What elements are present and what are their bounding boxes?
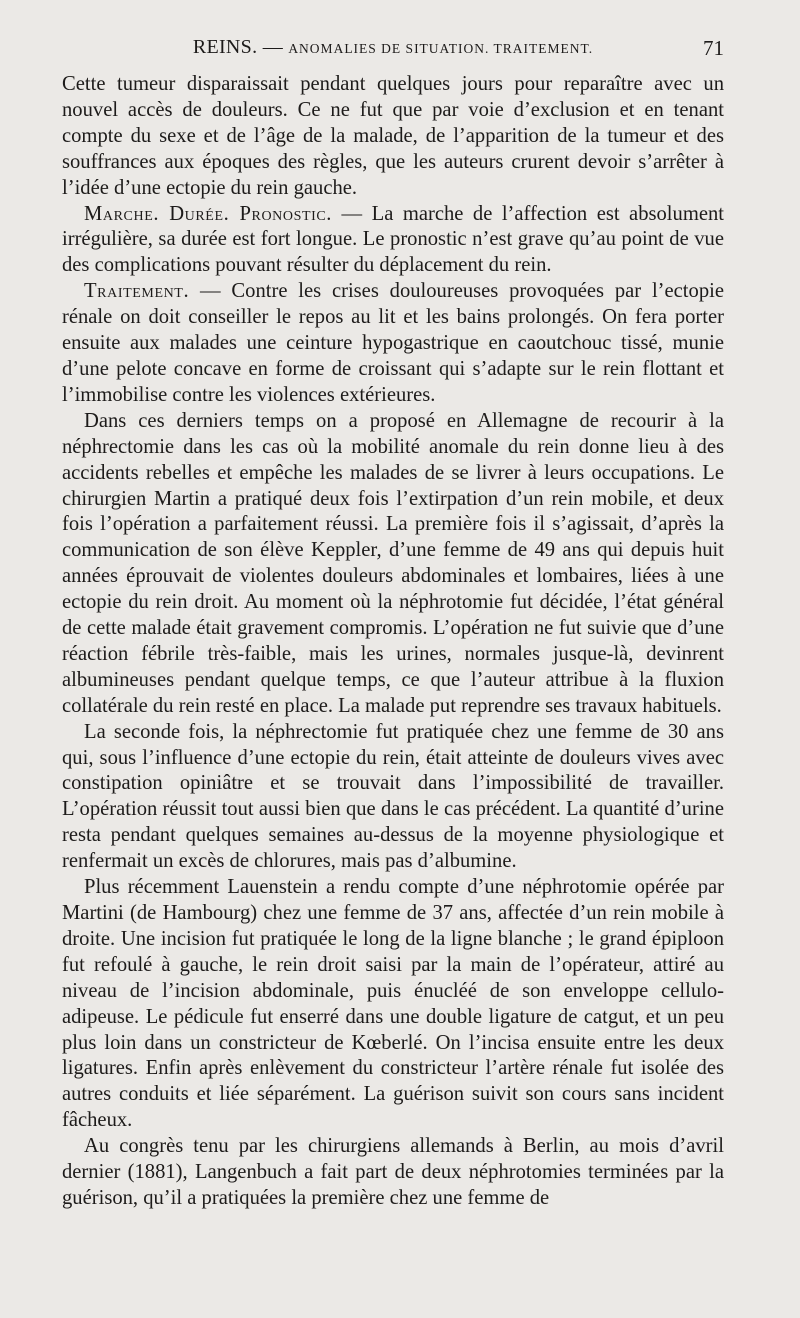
running-title-main: REINS. [192, 36, 258, 58]
page-header [62, 36, 724, 64]
paragraph-text: Plus récemment Lauenstein a rendu compte d’une néphrotomie opérée par Martini (de Hambourg) chez une femme de 37 ans, affectée d’un rein mobile à droite. Une incision fut pratiquée le long de la ligne blanche ; le grand épiploon fut refoulé à gauche, le rein droit saisi par la main de l’opérateur, attiré au niveau de l’incision abdominale, puis énucléé de son enveloppe cellulo-adipeuse. Le pédicule fut enserré dans une double ligature de catgut, et un peu plus loin dans un constricteur de Kœberlé. On l’incisa ensuite entre les deux ligatures. Enfin après enlèvement du constricteur l’artère rénale fut isolée des autres conduits et liée séparément. La guérison suivit son cours sans incident fâcheux. [62, 876, 724, 1132]
section-heading: Marche. Durée. Pronostic. [84, 202, 333, 225]
paragraph [62, 72, 724, 202]
paragraph-text: La seconde fois, la néphrectomie fut pratiquée chez une femme de 30 ans qui, sous l’influence d’une ectopie du rein, était atteinte de douleurs vives avec constipation opiniâtre et se trouvait dans l’impossibilité de travailler. L’opération réussit tout aussi bien que dans le cas précédent. La quantité d’urine resta pendant quelques semaines au-dessus de la moyenne physiologique et renfermait un excès de chlorures, mais pas d’albumine. [62, 720, 724, 873]
paragraph [62, 279, 724, 409]
section-heading: Traitement. [84, 280, 190, 303]
paragraph-text: Cette tumeur disparaissait pendant quelques jours pour reparaître avec un nouvel accès de douleurs. Ce ne fut que par voie d’exclusion et en tenant compte du sexe et de l’âge de la malade, de l’apparition de la tumeur et des souffrances aux époques des règles, que les auteurs crurent devoir s’arrêter à l’idée d’une ectopie du rein gauche. [62, 73, 724, 199]
running-title-dash: — [257, 36, 289, 58]
paragraph [62, 875, 724, 1134]
paragraph [62, 202, 724, 280]
paragraph [62, 720, 724, 875]
paragraph [62, 409, 724, 720]
running-title-subtitle: ANOMALIES DE SITUATION. TRAITEMENT. [288, 41, 594, 56]
paragraph [62, 1134, 724, 1212]
paragraph-text: Au congrès tenu par les chirurgiens allemands à Berlin, au mois d’avril dernier (1881), Langenbuch a fait part de deux néphrotomies terminées par la guérison, qu’il a pratiquées la première chez une femme de [62, 1135, 724, 1209]
body-text [62, 72, 724, 1212]
page-number: 71 [703, 36, 724, 60]
running-title [62, 36, 724, 59]
paragraph-text: — Contre les crises douloureuses provoquées par l’ectopie rénale on doit conseiller le repos au lit et les bains prolongés. On fera porter ensuite aux malades une ceinture hypogastrique en caoutchouc tissé, munie d’une pelote concave en forme de croissant qui s’adapte sur le rein flottant et l’immobilise contre les violences extérieures. [62, 280, 724, 406]
paragraph-text: Dans ces derniers temps on a proposé en Allemagne de recourir à la néphrectomie dans les cas où la mobilité anomale du rein donne lieu à des accidents rebelles et empêche les malades de se livrer à leurs occupations. Le chirurgien Martin a pratiqué deux fois l’extirpation d’un rein mobile, et deux fois l’opération a parfaitement réussi. La première fois il s’agissait, d’après la communication de son élève Keppler, d’une femme de 49 ans qui depuis huit années éprouvait de violentes douleurs abdominales et lombaires, liées à une ectopie du rein droit. Au moment où la néphrotomie fut décidée, l’état général de cette malade était gravement compromis. L’opération ne fut suivie que d’une réaction fébrile très-faible, mais les urines, normales jusque-là, devinrent albumineuses pendant quelque temps, ce que l’auteur attribue à la fluxion collatérale du rein resté en place. La malade put reprendre ses travaux habituels. [62, 409, 724, 717]
paragraph-text: — La marche de l’affection est absolument irrégulière, sa durée est fort longue. Le pronostic n’est grave qu’au point de vue des complications pouvant résulter du déplacement du rein. [62, 202, 724, 277]
